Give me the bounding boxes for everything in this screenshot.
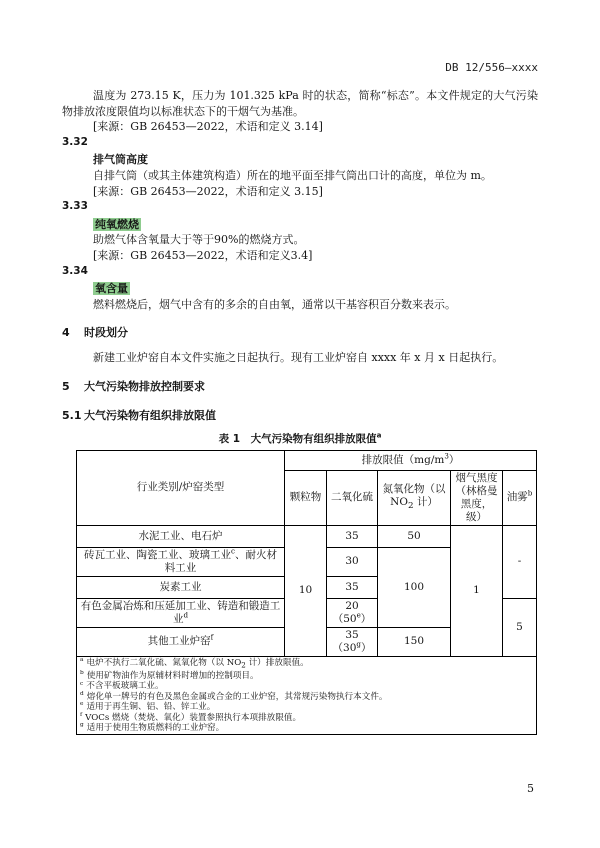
- industry-cell: 炭素工业: [77, 576, 285, 598]
- footnote-c: [80, 681, 533, 691]
- term-definition: 燃料燃烧后，烟气中含有的多余的自由氧，通常以干基容积百分数来表示。: [93, 297, 456, 311]
- so2-cell: 35: [327, 525, 378, 547]
- section-title: 大气污染物排放控制要求: [84, 379, 205, 393]
- section-4-heading: [62, 325, 538, 341]
- oil-mist-merged-cell: 5: [503, 598, 537, 656]
- table-row: [77, 525, 537, 547]
- section-number: 5: [62, 379, 70, 393]
- table-header-group-row: [77, 450, 537, 470]
- footnote-marker: f: [80, 711, 83, 718]
- section-number: 5.1: [62, 408, 82, 422]
- footnote-f: [80, 713, 533, 723]
- footnote-marker: b: [80, 670, 84, 677]
- footnote-text: 熔化单一牌号的有色及黑色金属或合金的工业炉窑，其常规污染物执行本文件。: [86, 691, 388, 702]
- term-pure-oxygen-combustion-highlighted: 纯氧燃烧: [95, 217, 139, 231]
- footnote-text: 适用于再生铜、铝、铅、锌工业。: [86, 702, 216, 713]
- nox-merged-cell: 100: [378, 547, 451, 627]
- clause-number: 3.32: [62, 135, 88, 148]
- source-note-3-15: [来源：GB 26453—2022，术语和定义 3.15]: [93, 184, 323, 198]
- footnote-d: [80, 692, 533, 702]
- nox-cell: 150: [378, 627, 451, 656]
- document-code: DB 12/556—xxxx: [445, 61, 538, 74]
- footnote-text: 适用于使用生物质燃料的工业炉窑。: [86, 723, 225, 734]
- clause-3-33: [62, 199, 538, 263]
- page-content: [62, 88, 538, 735]
- col-header-limit-group: 排放限值$(mg/m^3)$: [285, 450, 537, 470]
- col-header-nox: 氮氧化物（以 $NO_2$ 计）: [378, 470, 451, 525]
- clause-number: 3.34: [62, 264, 88, 277]
- footnote-marker: g: [80, 722, 84, 729]
- footnote-marker: e: [80, 701, 84, 708]
- footnote-marker: a: [80, 657, 84, 664]
- so2-cell: 20（50e）: [327, 598, 378, 627]
- clause-3-34: [62, 264, 538, 313]
- footnote-b: [80, 671, 533, 681]
- page-number: 5: [527, 782, 534, 795]
- footnote-marker: d: [80, 690, 84, 697]
- industry-cell: 其他工业炉窑$^f$: [77, 627, 285, 656]
- table-footnotes-row: [77, 656, 537, 735]
- footnote-text: 不含平板玻璃工业。: [86, 681, 164, 692]
- clause-3-32: [62, 135, 538, 199]
- industry-cell: 水泥工业、电石炉: [77, 525, 285, 547]
- footnote-text: VOCs 燃烧（焚烧、氧化）装置参照执行本项排放限值。: [85, 712, 302, 723]
- footnote-text: 电炉不执行二氧化硫、氮氧化物（以 $NO_2$ 计）排放限值。: [86, 657, 309, 670]
- footnote-g: [80, 723, 533, 733]
- col-header-smoke-blackness: 烟气黑度（林格曼黑度，级）: [451, 470, 503, 525]
- footnote-marker: c: [80, 680, 84, 687]
- nox-cell: 50: [378, 525, 451, 547]
- paragraph-standard-state: 温度为 273.15 K，压力为 101.325 kPa 时的状态，简称“标态”。本文件规定的大气污染物排放浓度限值均以标准状态下的干烟气为基准。: [62, 89, 538, 118]
- term-oxygen-content-highlighted: 氧含量: [95, 282, 128, 296]
- table-1-emission-limits: [76, 450, 537, 736]
- footnote-text: 使用矿物油作为原辅材料时增加的控制项目。: [86, 671, 259, 682]
- section-number: 4: [62, 326, 70, 340]
- term-definition: 自排气筒（或其主体建筑构造）所在的地平面至排气筒出口计的高度，单位为 m。: [93, 168, 492, 182]
- so2-cell: 30: [327, 547, 378, 576]
- so2-cell: 35: [327, 576, 378, 598]
- section-title: 时段划分: [84, 326, 128, 340]
- source-note-3-4: [来源：GB 26453—2022，术语和定义3.4]: [93, 248, 313, 262]
- footnote-e: [80, 702, 533, 712]
- section-5-heading: [62, 379, 538, 395]
- so2-cell: 35（30$^g$）: [327, 627, 378, 656]
- col-header-industry: 行业类别/炉窑类型: [77, 450, 285, 525]
- col-header-particulate: 颗粒物: [285, 470, 327, 525]
- col-header-so2: 二氧化硫: [327, 470, 378, 525]
- source-note-3-14: [来源：GB 26453—2022，术语和定义 3.14]: [93, 120, 323, 134]
- oil-mist-merged-cell: -: [503, 525, 537, 598]
- section-5-1-heading: [62, 408, 538, 424]
- blackness-merged-cell: 1: [451, 525, 503, 656]
- industry-cell: 有色金属冶炼和压延加工业、铸造和锻造工业$^d$: [77, 598, 285, 627]
- section-title: 大气污染物有组织排放限值: [84, 408, 216, 422]
- term-definition: 助燃气体含氧量大于等于90%的燃烧方式。: [93, 233, 305, 247]
- footnote-a: [80, 658, 533, 671]
- term-stack-height: 排气筒高度: [93, 153, 148, 167]
- section-4-body: 新建工业炉窑自本文件实施之日起执行。现有工业炉窑自 xxxx 年 x 月 x 日起执行。: [93, 351, 504, 365]
- clause-number: 3.33: [62, 200, 88, 213]
- table-1-caption: 表 1 大气污染物有组织排放限值$^a$: [218, 430, 382, 445]
- col-header-oil-mist: 油雾$^b$: [503, 470, 537, 525]
- pm-merged-cell: 10: [285, 525, 327, 656]
- industry-cell: 砖瓦工业、陶瓷工业、玻璃工业$^c$、耐火材料工业: [77, 547, 285, 576]
